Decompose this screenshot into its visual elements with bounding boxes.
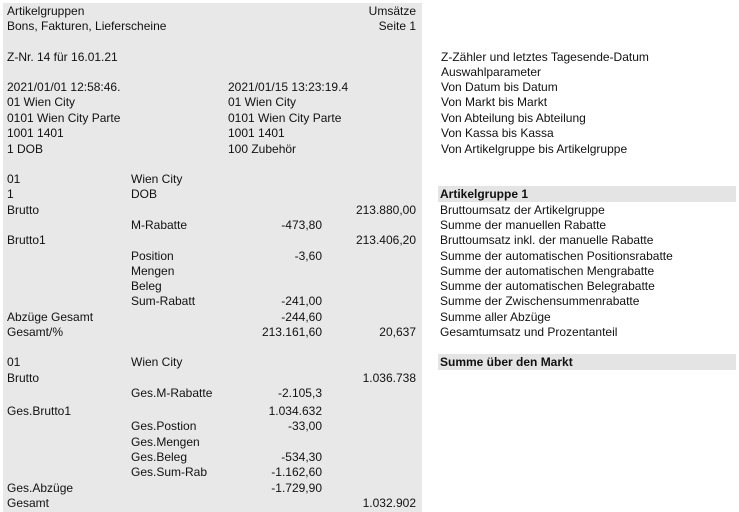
total-m-rabatte-value: -2.105,3 (277, 386, 322, 400)
to-market: 01 Wien City (228, 95, 297, 109)
total-market-name: Wien City (131, 355, 183, 369)
total-sum-rab-value: -1.162,60 (271, 465, 322, 479)
total-brutto1-value: 1.034.632 (268, 404, 322, 418)
total-gesamt-label: Gesamt (7, 496, 50, 510)
report-title: Artikelgruppen (7, 4, 85, 18)
sum-rabatt-value: -241,00 (281, 294, 322, 308)
legend-line: Summe der automatischen Mengrabatte (440, 264, 655, 278)
group-name: DOB (131, 187, 158, 201)
mengen-label: Mengen (131, 264, 175, 278)
gesamt-label: Gesamt/% (7, 325, 64, 339)
total-sum-rab-label: Ges.Sum-Rab (131, 465, 208, 479)
brutto-value: 213.880,00 (355, 203, 416, 217)
m-rabatte-label: M-Rabatte (131, 218, 188, 232)
gesamt-value: 213.161,60 (261, 325, 322, 339)
legend-markets: Von Markt bis Markt (441, 95, 548, 109)
total-gesamt-value: 1.032.902 (362, 496, 416, 510)
legend-line: Summe der manuellen Rabatte (440, 218, 607, 232)
gesamt-percent: 20,637 (379, 325, 416, 339)
total-brutto-label: Brutto (7, 371, 40, 385)
brutto-label: Brutto (7, 203, 40, 217)
legend-article-groups: Von Artikelgruppe bis Artikelgruppe (441, 142, 628, 156)
legend-line: Summe der automatischen Belegrabatte (440, 279, 655, 293)
legend-line: Gesamtumsatz und Prozentanteil (440, 325, 618, 339)
to-datetime: 2021/01/15 13:23:19.4 (228, 80, 349, 94)
total-mengen-label: Ges.Mengen (131, 435, 200, 449)
brutto1-label: Brutto1 (7, 233, 46, 247)
to-article-group: 100 Zubehör (228, 142, 297, 156)
to-register: 1001 1401 (228, 126, 285, 140)
abzuege-value: -244,60 (281, 310, 322, 324)
legend-dates: Von Datum bis Datum (441, 80, 558, 94)
legend-selection: Auswahlparameter (441, 65, 542, 79)
total-abzuege-label: Ges.Abzüge (7, 481, 74, 495)
from-register: 1001 1401 (7, 126, 64, 140)
report-subtitle: Bons, Fakturen, Lieferscheine (7, 19, 167, 33)
total-brutto1-label: Ges.Brutto1 (7, 404, 72, 418)
legend-line: Summe der Zwischensummenrabatte (440, 294, 640, 308)
total-position-label: Ges.Postion (131, 419, 197, 433)
group-market-code: 01 (7, 172, 21, 186)
legend-market-header: Summe über den Markt (438, 354, 736, 370)
to-department: 0101 Wien City Parte (228, 111, 342, 125)
m-rabatte-value: -473,80 (281, 218, 322, 232)
group-code: 1 (7, 187, 14, 201)
position-value: -3,60 (294, 249, 322, 263)
total-beleg-label: Ges.Beleg (131, 450, 188, 464)
beleg-label: Beleg (131, 279, 162, 293)
legend-registers: Von Kassa bis Kassa (441, 126, 554, 140)
report-type: Umsätze (368, 4, 416, 18)
group-market-name: Wien City (131, 172, 183, 186)
page-number: Seite 1 (378, 19, 416, 33)
total-market-code: 01 (7, 355, 21, 369)
total-abzuege-value: -1.729,90 (271, 481, 322, 495)
from-market: 01 Wien City (7, 95, 76, 109)
legend-departments: Von Abteilung bis Abteilung (441, 111, 586, 125)
total-m-rabatte-label: Ges.M-Rabatte (131, 386, 213, 400)
total-position-value: -33,00 (287, 419, 322, 433)
total-beleg-value: -534,30 (281, 450, 322, 464)
total-brutto-value: 1.036.738 (362, 371, 416, 385)
brutto1-value: 213.406,20 (355, 233, 416, 247)
from-datetime: 2021/01/01 12:58:46. (7, 80, 121, 94)
sum-rabatt-label: Sum-Rabatt (131, 294, 196, 308)
from-article-group: 1 DOB (7, 142, 44, 156)
abzuege-label: Abzüge Gesamt (7, 310, 94, 324)
legend-z-counter: Z-Zähler und letztes Tagesende-Datum (441, 50, 649, 64)
from-department: 0101 Wien City Parte (7, 111, 121, 125)
legend-line: Summe aller Abzüge (440, 310, 551, 324)
legend-group-header: Artikelgruppe 1 (438, 186, 736, 202)
z-number-line: Z-Nr. 14 für 16.01.21 (7, 50, 118, 64)
legend-line: Bruttoumsatz der Artikelgruppe (440, 203, 605, 217)
legend-line: Summe der automatischen Positionsrabatte (440, 249, 673, 263)
legend-line: Bruttoumsatz inkl. der manuelle Rabatte (440, 233, 654, 247)
position-label: Position (131, 249, 174, 263)
